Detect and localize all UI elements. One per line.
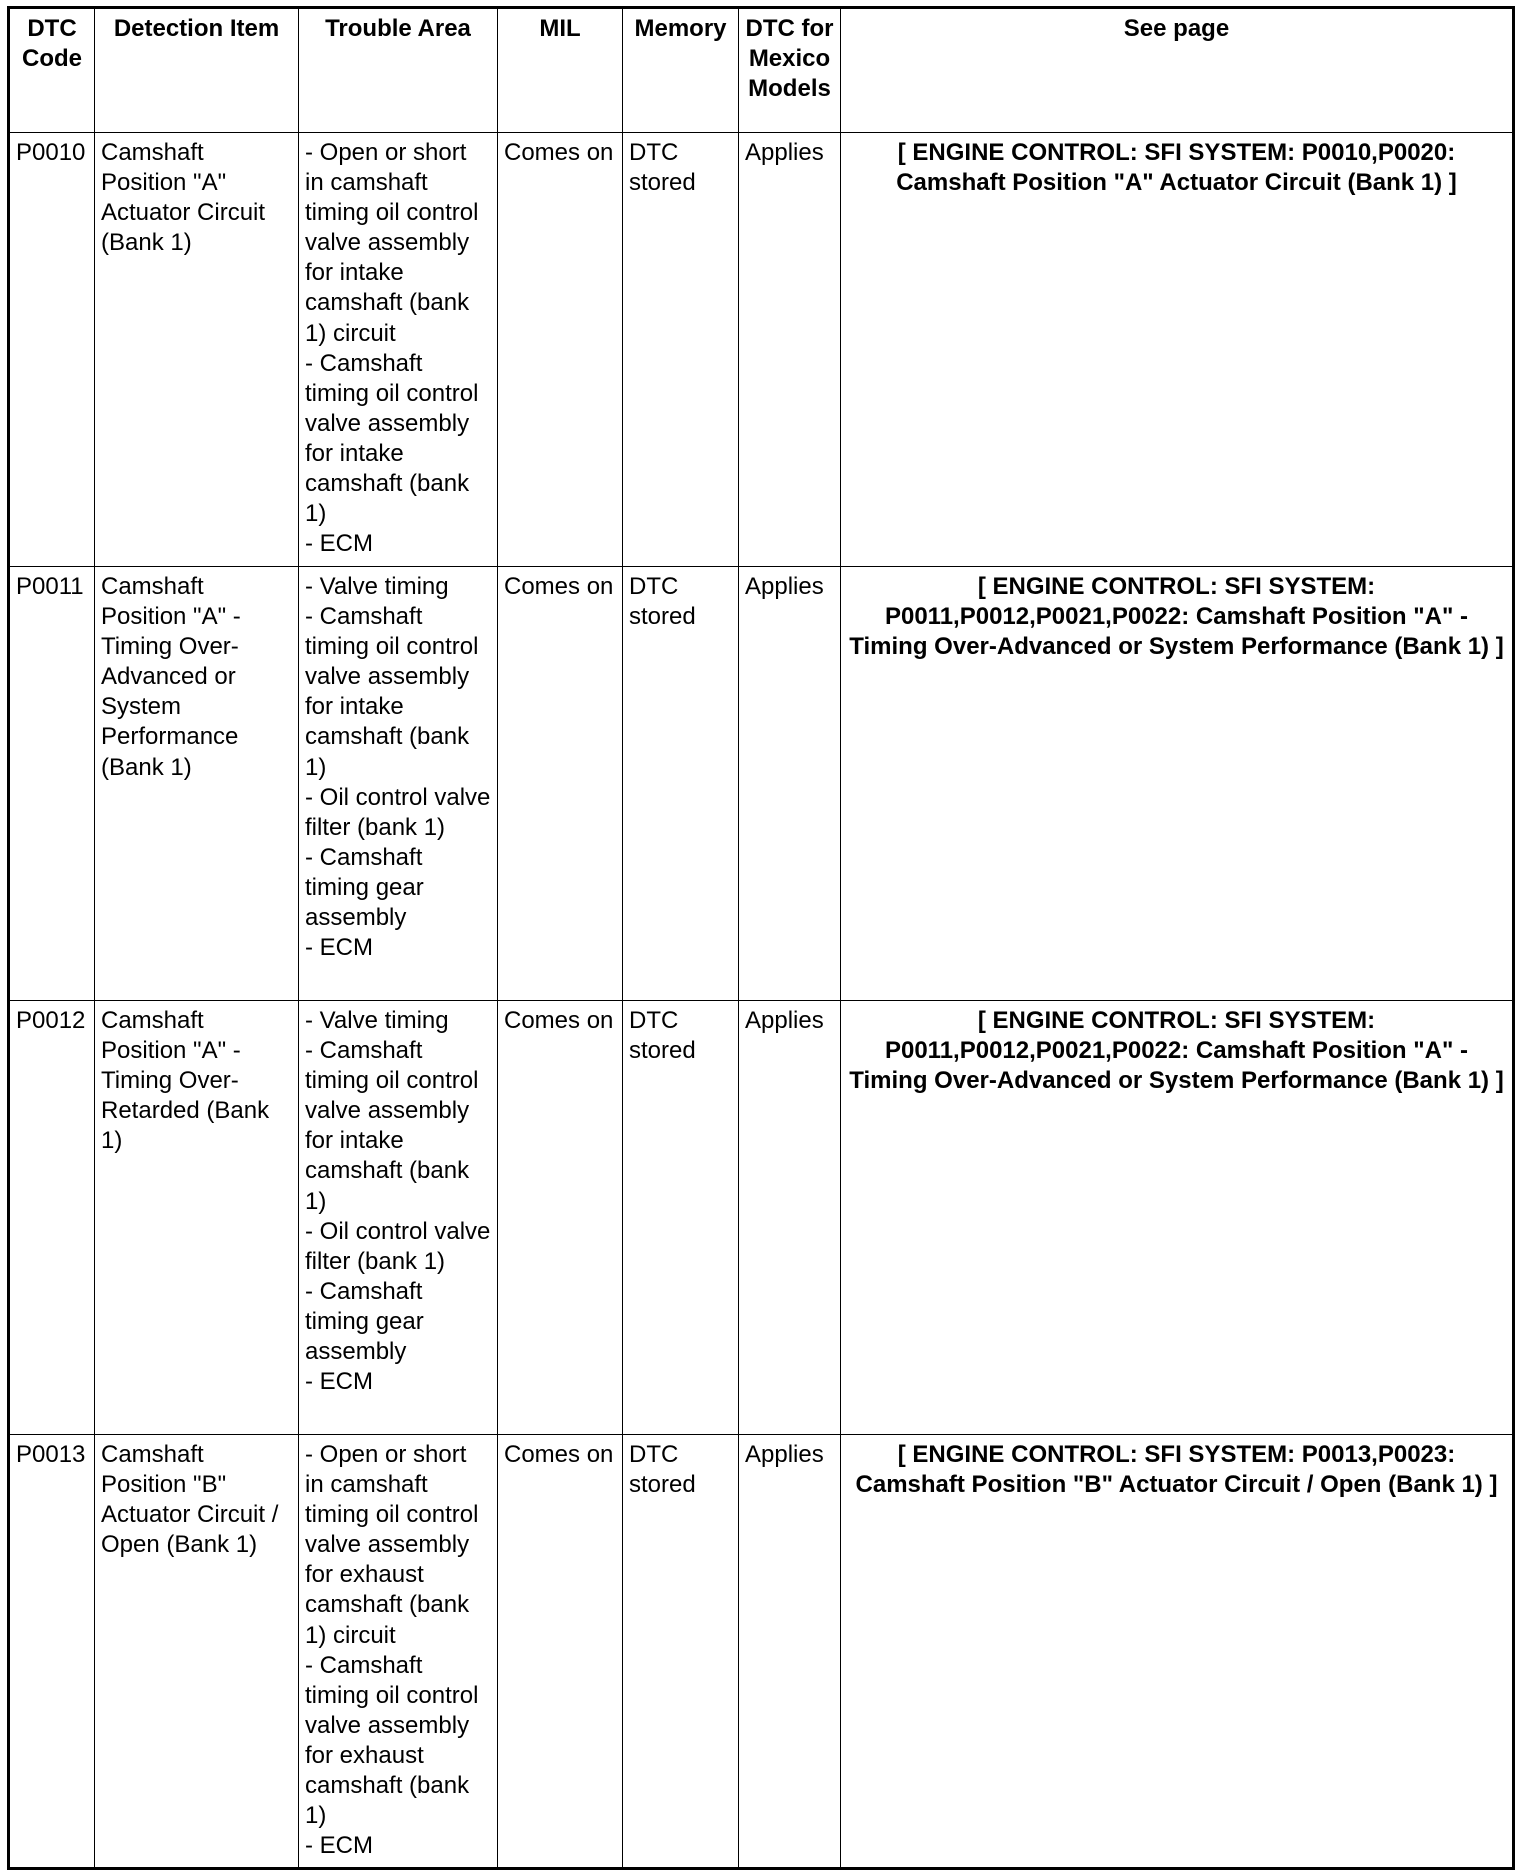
dtc-code-cell: P0012 xyxy=(9,1001,95,1435)
table-row xyxy=(9,1435,1514,1869)
dtc-code-cell: P0010 xyxy=(9,133,95,567)
trouble-area-line: - Valve timing xyxy=(305,1007,449,1034)
trouble-area-line: - Camshaft timing gear assembly xyxy=(305,1277,424,1366)
header-dtc-for-mexico: DTC for Mexico Models xyxy=(739,8,841,133)
trouble-area-line: - ECM xyxy=(305,934,373,962)
header-see-page: See page xyxy=(841,8,1514,133)
trouble-area-line: - Valve timing xyxy=(305,573,449,600)
trouble-area-line: - Camshaft timing oil control valve assembly for exhaust camshaft (bank 1) xyxy=(305,1651,479,1830)
trouble-area-line: - Camshaft timing oil control valve assembly for intake camshaft (bank 1) xyxy=(305,1037,479,1215)
header-mil: MIL xyxy=(498,8,623,133)
trouble-area-line: - Oil control valve filter (bank 1) xyxy=(305,783,491,841)
mexico-cell: Applies xyxy=(739,567,841,1001)
detection-item-cell: Camshaft Position "A" - Timing Over-Advanced or System Performance (Bank 1) xyxy=(95,567,299,1001)
mexico-cell: Applies xyxy=(739,1435,841,1869)
mil-cell: Comes on xyxy=(498,1435,623,1869)
see-page-link[interactable]: [ ENGINE CONTROL: SFI SYSTEM: P0011,P0012,P0021,P0022: Camshaft Position "A" - Timing Over-Advanced or System Performance (Bank 1) ] xyxy=(841,567,1514,1001)
table-row xyxy=(9,1001,1514,1435)
mil-cell: Comes on xyxy=(498,567,623,1001)
mil-cell: Comes on xyxy=(498,1001,623,1435)
memory-cell: DTC stored xyxy=(623,1001,739,1435)
table-row xyxy=(9,567,1514,1001)
dtc-code-cell: P0011 xyxy=(9,567,95,1001)
detection-item-cell: Camshaft Position "A" - Timing Over-Retarded (Bank 1) xyxy=(95,1001,299,1435)
trouble-area-cell xyxy=(299,567,498,1001)
mil-cell: Comes on xyxy=(498,133,623,567)
see-page-link[interactable]: [ ENGINE CONTROL: SFI SYSTEM: P0011,P0012,P0021,P0022: Camshaft Position "A" - Timing Over-Advanced or System Performance (Bank 1) ] xyxy=(841,1001,1514,1435)
trouble-area-line: - Open or short in camshaft timing oil control valve assembly for exhaust camshaft (bank 1) circuit xyxy=(305,1441,479,1649)
detection-item-cell: Camshaft Position "B" Actuator Circuit / Open (Bank 1) xyxy=(95,1435,299,1869)
header-dtc-code: DTC Code xyxy=(9,8,95,133)
dtc-table xyxy=(7,6,1515,1870)
memory-cell: DTC stored xyxy=(623,1435,739,1869)
trouble-area-line: - Camshaft timing oil control valve assembly for intake camshaft (bank 1) xyxy=(305,603,479,781)
dtc-code-cell: P0013 xyxy=(9,1435,95,1869)
header-memory: Memory xyxy=(623,8,739,133)
header-detection-item: Detection Item xyxy=(95,8,299,133)
trouble-area-line: - Open or short in camshaft timing oil control valve assembly for intake camshaft (bank 1) circuit xyxy=(305,139,479,347)
trouble-area-cell xyxy=(299,1001,498,1435)
trouble-area-line: - ECM xyxy=(305,530,373,558)
trouble-area-line: - Oil control valve filter (bank 1) xyxy=(305,1217,491,1275)
trouble-area-line: - ECM xyxy=(305,1368,373,1396)
see-page-link[interactable]: [ ENGINE CONTROL: SFI SYSTEM: P0013,P0023: Camshaft Position "B" Actuator Circuit / Open (Bank 1) ] xyxy=(841,1435,1514,1869)
detection-item-cell: Camshaft Position "A" Actuator Circuit (Bank 1) xyxy=(95,133,299,567)
memory-cell: DTC stored xyxy=(623,133,739,567)
mexico-cell: Applies xyxy=(739,1001,841,1435)
trouble-area-cell xyxy=(299,1435,498,1869)
table-row xyxy=(9,133,1514,567)
see-page-link[interactable]: [ ENGINE CONTROL: SFI SYSTEM: P0010,P0020: Camshaft Position "A" Actuator Circuit (Bank 1) ] xyxy=(841,133,1514,567)
header-row xyxy=(9,8,1514,133)
header-trouble-area: Trouble Area xyxy=(299,8,498,133)
trouble-area-line: - Camshaft timing gear assembly xyxy=(305,843,424,932)
mexico-cell: Applies xyxy=(739,133,841,567)
trouble-area-cell xyxy=(299,133,498,567)
trouble-area-line: - ECM xyxy=(305,1832,373,1860)
trouble-area-line: - Camshaft timing oil control valve assembly for intake camshaft (bank 1) xyxy=(305,349,479,528)
memory-cell: DTC stored xyxy=(623,567,739,1001)
